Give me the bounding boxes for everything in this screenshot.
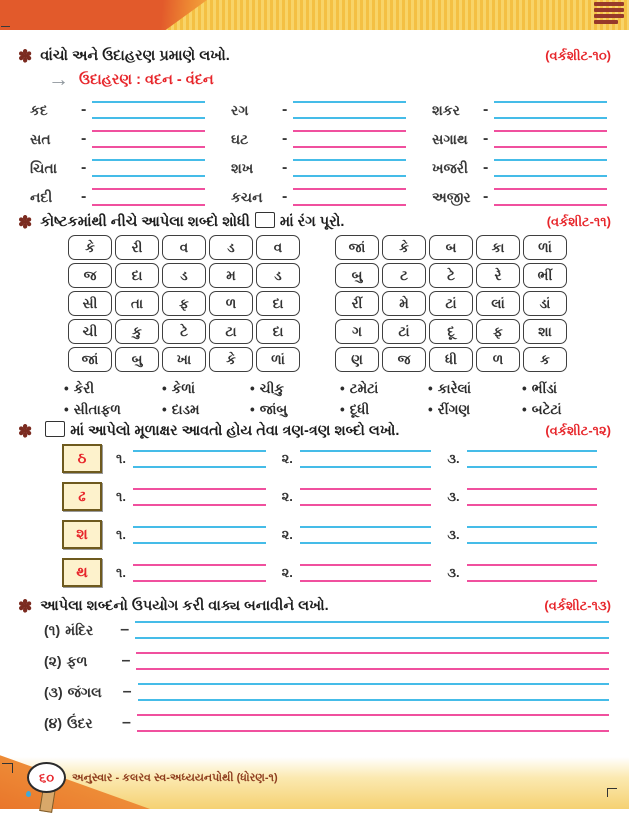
word-label: અજીર [432, 188, 471, 205]
word-pairs-grid [30, 99, 607, 208]
answer-line [467, 450, 597, 468]
answer-line [494, 130, 607, 148]
word-label: શખ [231, 159, 254, 176]
letter-word-rows [18, 444, 611, 587]
bullet-icon: • [340, 402, 345, 417]
answer-line [92, 130, 205, 148]
letter-row [62, 444, 597, 473]
list-item-word: દાડમ [171, 402, 200, 417]
grid-cell: ડ [209, 235, 253, 260]
section4-title: આપેલા શબ્દનો ઉપયોગ કરી વાક્ય બનાવીને લખો. [40, 598, 329, 614]
grid-cell: ખા [162, 347, 206, 372]
menu-bar [594, 20, 618, 24]
slot-number: ૨. [281, 564, 293, 580]
grid-cell: ડાં [523, 291, 567, 316]
dash: – [122, 714, 131, 731]
word-label: સગાથ [432, 130, 468, 147]
answer-line [494, 101, 607, 119]
word-pair-cell [432, 186, 607, 208]
slot-number: ૩. [447, 526, 460, 542]
slot-number: ૧. [116, 488, 126, 504]
grid-cell: દા [115, 263, 159, 288]
list-item-word: રીંગણ [437, 402, 471, 417]
dash: – [122, 683, 132, 700]
top-band-orange-shape [0, 0, 230, 30]
grid-cell: ટાં [429, 291, 473, 316]
grid-cell: તા [115, 291, 159, 316]
grid-cell: કે [209, 347, 253, 372]
menu-bars-icon [594, 2, 624, 24]
word-label: ઘટ [231, 130, 249, 147]
grid-cell: રી [115, 235, 159, 260]
answer-line [300, 564, 431, 582]
dash: - [282, 130, 288, 147]
sentence-rows [18, 619, 611, 734]
menu-bar [594, 2, 624, 6]
page-badge-drop [26, 791, 31, 797]
grid-cell: જાં [335, 235, 379, 260]
section2-title-before: કોષ્ટકમાંથી નીચે આપેલા શબ્દો શોધી [40, 214, 250, 230]
answer-line [494, 159, 607, 177]
section2-worksheet-label: (વર્કશીટ-૧૧) [546, 214, 611, 229]
letter-tile: શ [62, 520, 102, 549]
grid-cell: બુ [115, 347, 159, 372]
section1-worksheet-label: (વર્કશીટ-૧૦) [545, 48, 611, 63]
answer-line [135, 621, 609, 639]
section1-header [18, 46, 611, 64]
grid-cell: કુ [115, 319, 159, 344]
answer-slot-group [447, 564, 597, 582]
word-list-right [340, 381, 600, 418]
slot-number: ૨. [281, 450, 293, 466]
grid-cell: ભીં [523, 263, 567, 288]
item-word: ઉંદર [67, 714, 93, 731]
grid-cell: વ [162, 235, 206, 260]
word-pair-cell [432, 128, 607, 150]
answer-line [92, 159, 205, 177]
grid-cell: ક [523, 347, 567, 372]
dash: - [81, 188, 87, 205]
grid-cell: ળ [209, 291, 253, 316]
list-item-word: દૂધી [349, 402, 370, 417]
list-item [250, 402, 340, 418]
flower-bullet-icon: ✽ [18, 422, 33, 441]
grid-cell: ળ [476, 347, 520, 372]
search-word-lists [64, 381, 611, 418]
word-label: કચન [231, 188, 263, 205]
answer-line [133, 564, 266, 582]
slot-number: ૩. [447, 488, 460, 504]
bullet-icon: • [428, 381, 433, 396]
bullet-icon: • [522, 402, 527, 417]
grid-cell: ફ [476, 319, 520, 344]
bullet-icon: • [162, 381, 167, 396]
grid-cell: કા [476, 235, 520, 260]
grid-cell: દા [256, 319, 300, 344]
word-pair-cell [30, 99, 205, 121]
empty-checkbox-icon [45, 421, 65, 437]
section4-header [18, 596, 611, 614]
grid-cell: દા [256, 291, 300, 316]
grid-cell: લાં [476, 291, 520, 316]
list-item [250, 381, 340, 397]
item-number: (૨) [44, 652, 62, 669]
bullet-icon: • [64, 381, 69, 396]
flower-bullet-icon: ✽ [18, 47, 33, 66]
list-item-word: ભીંડાં [531, 381, 558, 396]
bullet-icon: • [340, 381, 345, 396]
answer-line [494, 188, 607, 206]
list-item [522, 402, 600, 418]
dash: - [483, 188, 489, 205]
grid-cell: મ [209, 263, 253, 288]
section4-worksheet-label: (વર્કશીટ-૧૩) [544, 598, 611, 613]
answer-line [293, 130, 406, 148]
list-item-word: કેળાં [171, 381, 196, 396]
empty-checkbox-icon [255, 212, 275, 228]
flower-bullet-icon: ✽ [18, 213, 33, 232]
list-item [64, 381, 162, 397]
section3-worksheet-label: (વર્કશીટ-૧૨) [545, 423, 611, 438]
bullet-icon: • [428, 402, 433, 417]
section2-header [18, 212, 611, 230]
item-number: (૩) [44, 683, 63, 700]
letter-row [62, 520, 597, 549]
letter-tile: ઢ [62, 482, 102, 511]
section3-title [40, 421, 399, 439]
answer-line [293, 188, 406, 206]
letter-grids [68, 235, 611, 372]
answer-slot-group [447, 488, 597, 506]
slot-number: ૩. [447, 564, 460, 580]
menu-bar [594, 8, 624, 12]
letter-row [62, 558, 597, 587]
grid-cell: રે [476, 263, 520, 288]
list-item [162, 381, 250, 397]
list-item-word: બટેટાં [531, 402, 562, 417]
bullet-icon: • [250, 402, 255, 417]
section1-title: વાંચો અને ઉદાહરણ પ્રમાણે લખો. [40, 48, 230, 64]
answer-line [293, 159, 406, 177]
dash: - [483, 101, 489, 118]
grid-cell: ટાં [382, 319, 426, 344]
grid-cell: ટ [382, 263, 426, 288]
answer-line [467, 564, 597, 582]
bullet-icon: • [64, 402, 69, 417]
slot-number: ૨. [281, 488, 293, 504]
top-decorative-band [0, 0, 629, 30]
letter-tile: થ [62, 558, 102, 587]
word-label: કદ [30, 101, 48, 118]
grid-cell: ચી [68, 319, 112, 344]
list-item [428, 381, 522, 397]
slot-number: ૩. [447, 450, 460, 466]
grid-cell: રીં [335, 291, 379, 316]
footer-band [0, 757, 629, 809]
list-item [522, 381, 600, 397]
item-word: જંગલ [67, 683, 102, 700]
word-label: ખજરી [432, 159, 468, 176]
word-pair-cell [432, 157, 607, 179]
answer-slot-group [282, 526, 432, 544]
crop-mark-bottom-right [607, 788, 617, 797]
page-content [0, 30, 629, 757]
grid-cell: ટા [209, 319, 253, 344]
page-number-badge: ૬૦ [27, 762, 66, 793]
dash: – [120, 621, 130, 638]
answer-line [138, 683, 609, 701]
grid-cell: ટે [162, 319, 206, 344]
dash: - [282, 159, 288, 176]
word-list-left [64, 381, 340, 418]
grid-cell: ફ [162, 291, 206, 316]
example-text: ઉદાહરણ : વદન - વંદન [79, 71, 214, 88]
list-item-word: કારેલાં [437, 381, 472, 396]
grid-cell: દૂ [429, 319, 473, 344]
grid-cell: ળાં [256, 347, 300, 372]
word-label: શકર [432, 101, 460, 118]
bullet-icon: • [162, 402, 167, 417]
answer-line [293, 101, 406, 119]
slot-number: ૧. [116, 564, 126, 580]
letter-tile: ઠ [62, 444, 102, 473]
grid-cell: ડ [256, 263, 300, 288]
grid-cell: જાં [68, 347, 112, 372]
letter-grid-right [335, 235, 567, 372]
slot-number: ૨. [281, 526, 293, 542]
word-pair-cell [231, 99, 406, 121]
word-label: સત [30, 130, 51, 147]
grid-cell: ધી [429, 347, 473, 372]
sentence-row [44, 650, 609, 672]
slot-number: ૧. [116, 450, 126, 466]
item-word: મંદિર [65, 621, 94, 638]
answer-line [92, 101, 205, 119]
word-pair-cell [231, 186, 406, 208]
dash: - [81, 101, 87, 118]
section3-title-after: માં આપેલો મૂળાક્ષર આવતો હોય તેવા ત્રણ-ત્રણ શબ્દો લખો. [70, 423, 400, 439]
item-word: ફળ [66, 652, 88, 669]
grid-cell: વ [256, 235, 300, 260]
sentence-row [44, 619, 609, 641]
answer-slot-group [282, 564, 432, 582]
answer-slot-group [282, 488, 432, 506]
word-label: નદી [30, 188, 53, 205]
word-pair-cell [231, 157, 406, 179]
list-item [428, 402, 522, 418]
bullet-icon: • [250, 381, 255, 396]
letter-row [62, 482, 597, 511]
word-pair-cell [30, 128, 205, 150]
dash: - [282, 101, 288, 118]
answer-line [300, 526, 431, 544]
dash: - [282, 188, 288, 205]
sentence-row [44, 712, 609, 734]
example-row [48, 69, 611, 90]
grid-cell: ટે [429, 263, 473, 288]
slot-number: ૧. [116, 526, 126, 542]
dash: - [483, 130, 489, 147]
grid-cell: સી [68, 291, 112, 316]
word-pair-cell [432, 99, 607, 121]
answer-line [467, 488, 597, 506]
section2-title [40, 212, 344, 230]
list-item [64, 402, 162, 418]
footer-book-title: અનુસ્વાર - કલરવ સ્વ-અધ્યયનપોથી (ધોરણ-૧) [72, 772, 278, 784]
answer-slot-group [116, 450, 266, 468]
sentence-row [44, 681, 609, 703]
grid-cell: ણ [335, 347, 379, 372]
grid-cell: મે [382, 291, 426, 316]
answer-line [136, 652, 609, 670]
answer-line [92, 188, 205, 206]
answer-slot-group [447, 450, 597, 468]
answer-slot-group [116, 526, 266, 544]
grid-cell: બુ [335, 263, 379, 288]
answer-line [133, 526, 266, 544]
word-pair-cell [30, 157, 205, 179]
dash: - [81, 130, 87, 147]
answer-line [137, 714, 609, 732]
flower-bullet-icon: ✽ [18, 597, 33, 616]
grid-cell: ડ [162, 263, 206, 288]
item-number: (૧) [44, 621, 61, 638]
answer-line [133, 488, 266, 506]
answer-line [133, 450, 266, 468]
grid-cell: ગ [335, 319, 379, 344]
bullet-icon: • [522, 381, 527, 396]
list-item-word: કેરી [73, 381, 95, 396]
grid-cell: જ [382, 347, 426, 372]
answer-slot-group [447, 526, 597, 544]
answer-slot-group [116, 488, 266, 506]
section3-header [18, 421, 611, 439]
grid-cell: ળાં [523, 235, 567, 260]
answer-slot-group [116, 564, 266, 582]
answer-line [300, 450, 431, 468]
grid-cell: જ [68, 263, 112, 288]
list-item-word: સીતાફળ [73, 402, 121, 417]
answer-line [467, 526, 597, 544]
word-pair-cell [30, 186, 205, 208]
list-item [162, 402, 250, 418]
dash: - [483, 159, 489, 176]
list-item-word: જાંબુ [259, 402, 288, 417]
list-item [340, 402, 428, 418]
word-label: રગ [231, 101, 249, 118]
letter-grid-left [68, 235, 300, 372]
grid-cell: બ [429, 235, 473, 260]
grid-cell: કે [68, 235, 112, 260]
item-number: (૪) [44, 714, 63, 731]
grid-cell: શા [523, 319, 567, 344]
word-pair-cell [231, 128, 406, 150]
dash: – [121, 652, 131, 669]
list-item-word: ટમેટાં [349, 381, 379, 396]
arrow-icon: → [48, 68, 69, 91]
menu-bar [594, 14, 624, 18]
list-item [340, 381, 428, 397]
answer-slot-group [282, 450, 432, 468]
list-item-word: ચીકુ [259, 381, 284, 396]
answer-line [300, 488, 431, 506]
dash: - [81, 159, 87, 176]
crop-mark-bottom-left [2, 763, 13, 773]
section2-title-after: માં રંગ પૂરો. [279, 214, 345, 230]
grid-cell: કે [382, 235, 426, 260]
word-label: ચિતા [30, 159, 58, 176]
